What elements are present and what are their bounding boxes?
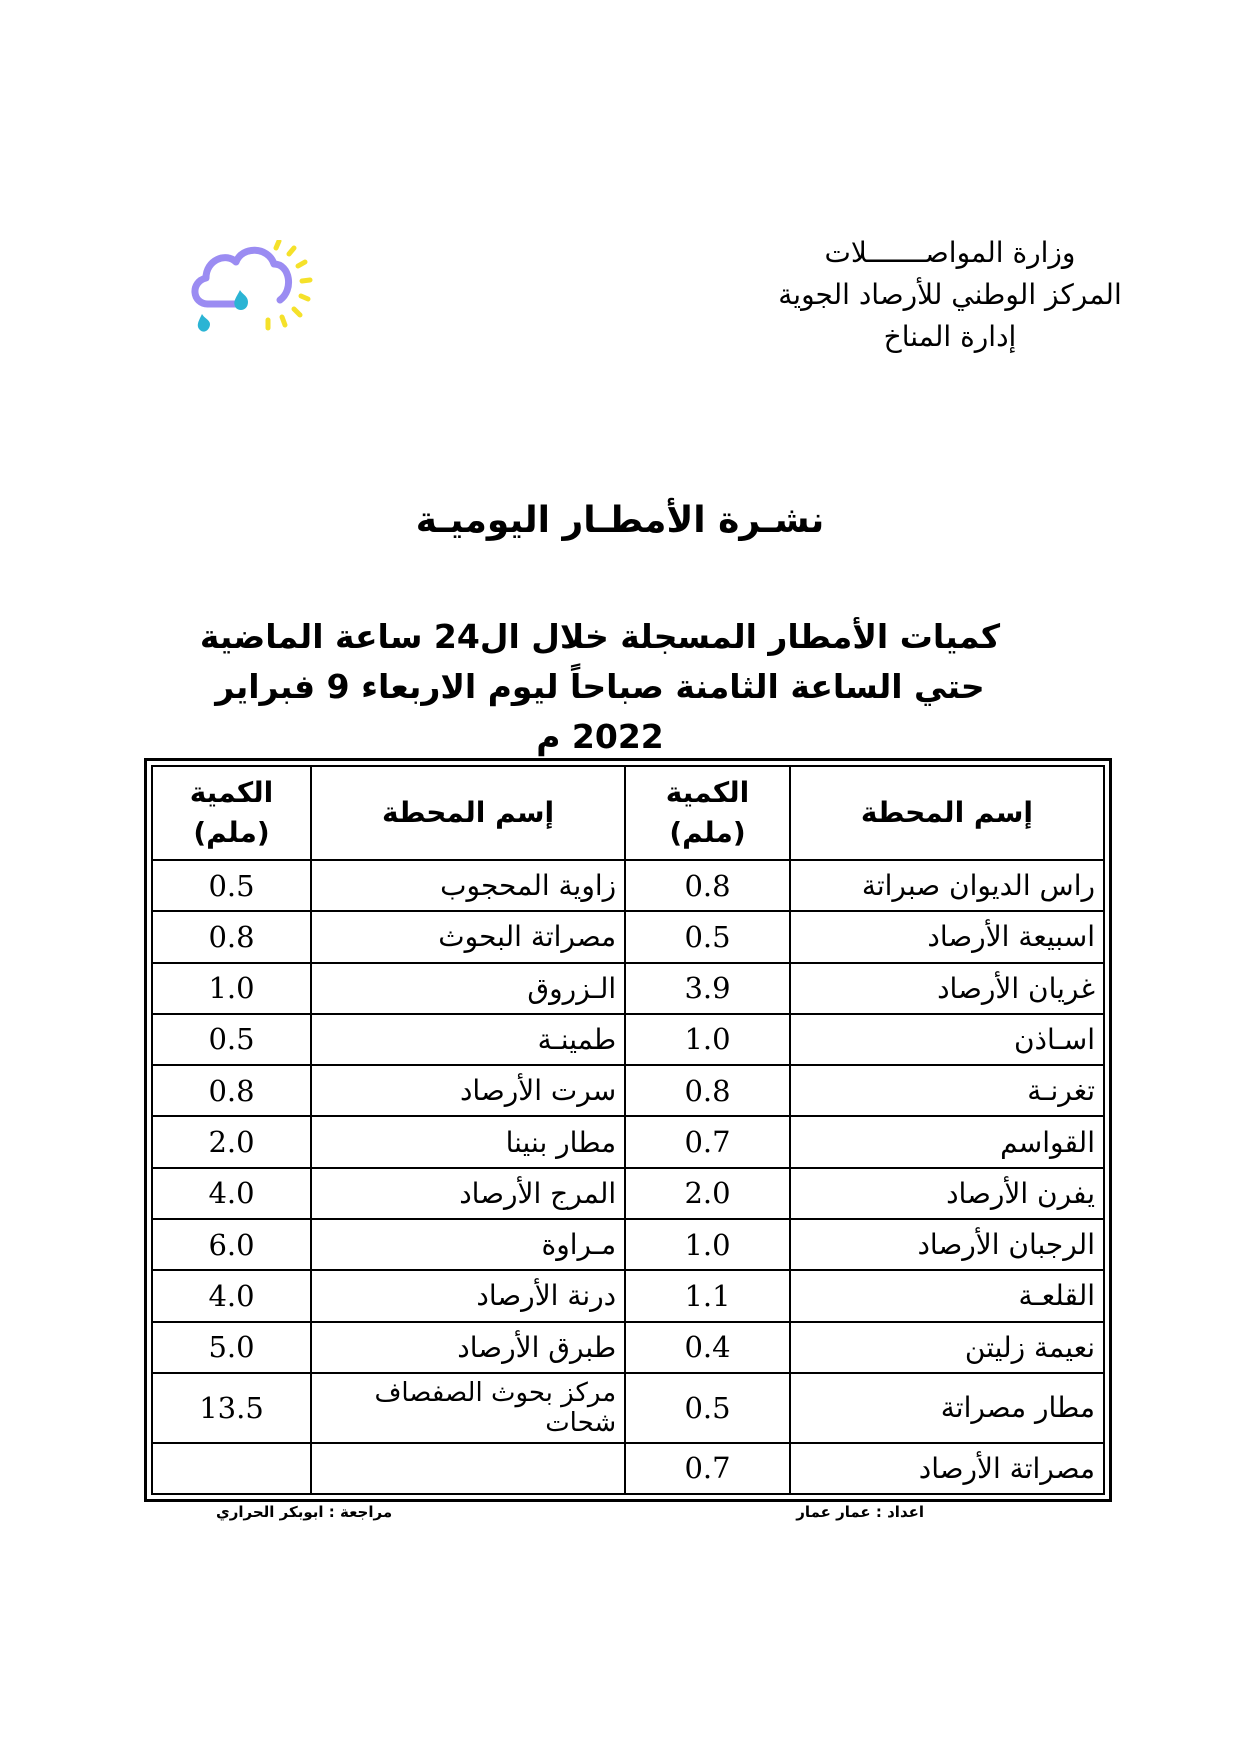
station-cell: اسـاذن (790, 1014, 1104, 1065)
header-station-1: إسم المحطة (790, 766, 1104, 860)
rainfall-value-cell: 0.5 (152, 860, 311, 911)
rainfall-value-cell: 1.0 (152, 963, 311, 1014)
header-amount-1 (625, 766, 790, 860)
rainfall-value-cell: 0.5 (625, 911, 790, 962)
station-cell: الرجبان الأرصاد (790, 1219, 1104, 1270)
station-cell: مطار مصراتة (790, 1373, 1104, 1443)
rainfall-value-cell: 2.0 (625, 1168, 790, 1219)
rainfall-value-cell: 2.0 (152, 1116, 311, 1167)
station-cell: القلعـة (790, 1270, 1104, 1321)
table-row (152, 1168, 1104, 1219)
table-row (152, 1443, 1104, 1494)
station-cell: يفرن الأرصاد (790, 1168, 1104, 1219)
table-row (152, 1116, 1104, 1167)
rainfall-value-cell: 0.4 (625, 1322, 790, 1373)
rainfall-value-cell: 1.0 (625, 1219, 790, 1270)
bulletin-title: نشـرة الأمطـار اليوميـة (415, 500, 825, 541)
station-cell: مصراتة الأرصاد (790, 1443, 1104, 1494)
station-cell: مركز بحوث الصفصاف شحات (311, 1373, 625, 1443)
station-cell: مـراوة (311, 1219, 625, 1270)
rainfall-value-cell: 0.5 (152, 1014, 311, 1065)
station-cell: طبرق الأرصاد (311, 1322, 625, 1373)
subtitle-line-1: كميات الأمطار المسجلة خلال ال24 ساعة الماضية (199, 617, 1001, 656)
station-cell: طمينـة (311, 1014, 625, 1065)
prepared-by: اعداد : عمار عمار (796, 1503, 924, 1521)
rainfall-value-cell: 13.5 (152, 1373, 311, 1443)
rainfall-value-cell: 0.7 (625, 1116, 790, 1167)
rainfall-value-cell: 0.7 (625, 1443, 790, 1494)
table-row (152, 860, 1104, 911)
station-cell: تغرنـة (790, 1065, 1104, 1116)
station-cell: اسبيعة الأرصاد (790, 911, 1104, 962)
station-cell: مصراتة البحوث (311, 911, 625, 962)
table-row (152, 1373, 1104, 1443)
subtitle-line-2: حتي الساعة الثامنة صباحاً ليوم الاربعاء 9 فبراير 2022 م (215, 667, 985, 756)
station-cell: زاوية المحجوب (311, 860, 625, 911)
rainfall-value-cell: 5.0 (152, 1322, 311, 1373)
bulletin-subtitle (180, 612, 1020, 762)
table-header-row (152, 766, 1104, 860)
station-cell: راس الديوان صبراتة (790, 860, 1104, 911)
cloud-rain-sun-icon (188, 240, 318, 350)
header-amount-unit: (ملم) (193, 816, 270, 849)
ministry-header (720, 232, 1180, 358)
rainfall-value-cell: 1.1 (625, 1270, 790, 1321)
center-name: المركز الوطني للأرصاد الجوية (778, 278, 1122, 311)
rainfall-value-cell: 0.5 (625, 1373, 790, 1443)
rainfall-value-cell: 0.8 (152, 1065, 311, 1116)
station-cell: القواسم (790, 1116, 1104, 1167)
table-row (152, 1014, 1104, 1065)
station-cell: غريان الأرصاد (790, 963, 1104, 1014)
rainfall-value-cell: 0.8 (625, 1065, 790, 1116)
rainfall-value-cell: 0.8 (152, 911, 311, 962)
raindrop-icon (234, 290, 248, 310)
rainfall-value-cell: 0.8 (625, 860, 790, 911)
station-cell: نعيمة زليتن (790, 1322, 1104, 1373)
rainfall-value-cell: 1.0 (625, 1014, 790, 1065)
table-row (152, 1219, 1104, 1270)
header-station-2: إسم المحطة (311, 766, 625, 860)
raindrop-icon (198, 314, 210, 332)
rainfall-value-cell: 4.0 (152, 1270, 311, 1321)
table-row (152, 963, 1104, 1014)
station-cell: درنة الأرصاد (311, 1270, 625, 1321)
header-amount-label: الكمية (189, 776, 274, 809)
rainfall-table-frame (144, 758, 1112, 1502)
station-cell: مطار بنينا (311, 1116, 625, 1167)
table-row (152, 911, 1104, 962)
header-amount-unit: (ملم) (669, 816, 746, 849)
rainfall-table (151, 765, 1105, 1495)
header-amount-2 (152, 766, 311, 860)
department-name: إدارة المناخ (883, 320, 1017, 353)
station-cell: الـزروق (311, 963, 625, 1014)
rainfall-value-cell (152, 1443, 311, 1494)
rainfall-value-cell: 3.9 (625, 963, 790, 1014)
reviewed-by: مراجعة : ابوبكر الحراري (216, 1503, 393, 1521)
table-row (152, 1270, 1104, 1321)
station-cell: سرت الأرصاد (311, 1065, 625, 1116)
station-cell: المرج الأرصاد (311, 1168, 625, 1219)
table-row (152, 1322, 1104, 1373)
ministry-name: وزارة المواصـــــــلات (824, 236, 1076, 269)
table-row (152, 1065, 1104, 1116)
header-amount-label: الكمية (665, 776, 750, 809)
station-cell (311, 1443, 625, 1494)
rainfall-value-cell: 4.0 (152, 1168, 311, 1219)
rainfall-value-cell: 6.0 (152, 1219, 311, 1270)
